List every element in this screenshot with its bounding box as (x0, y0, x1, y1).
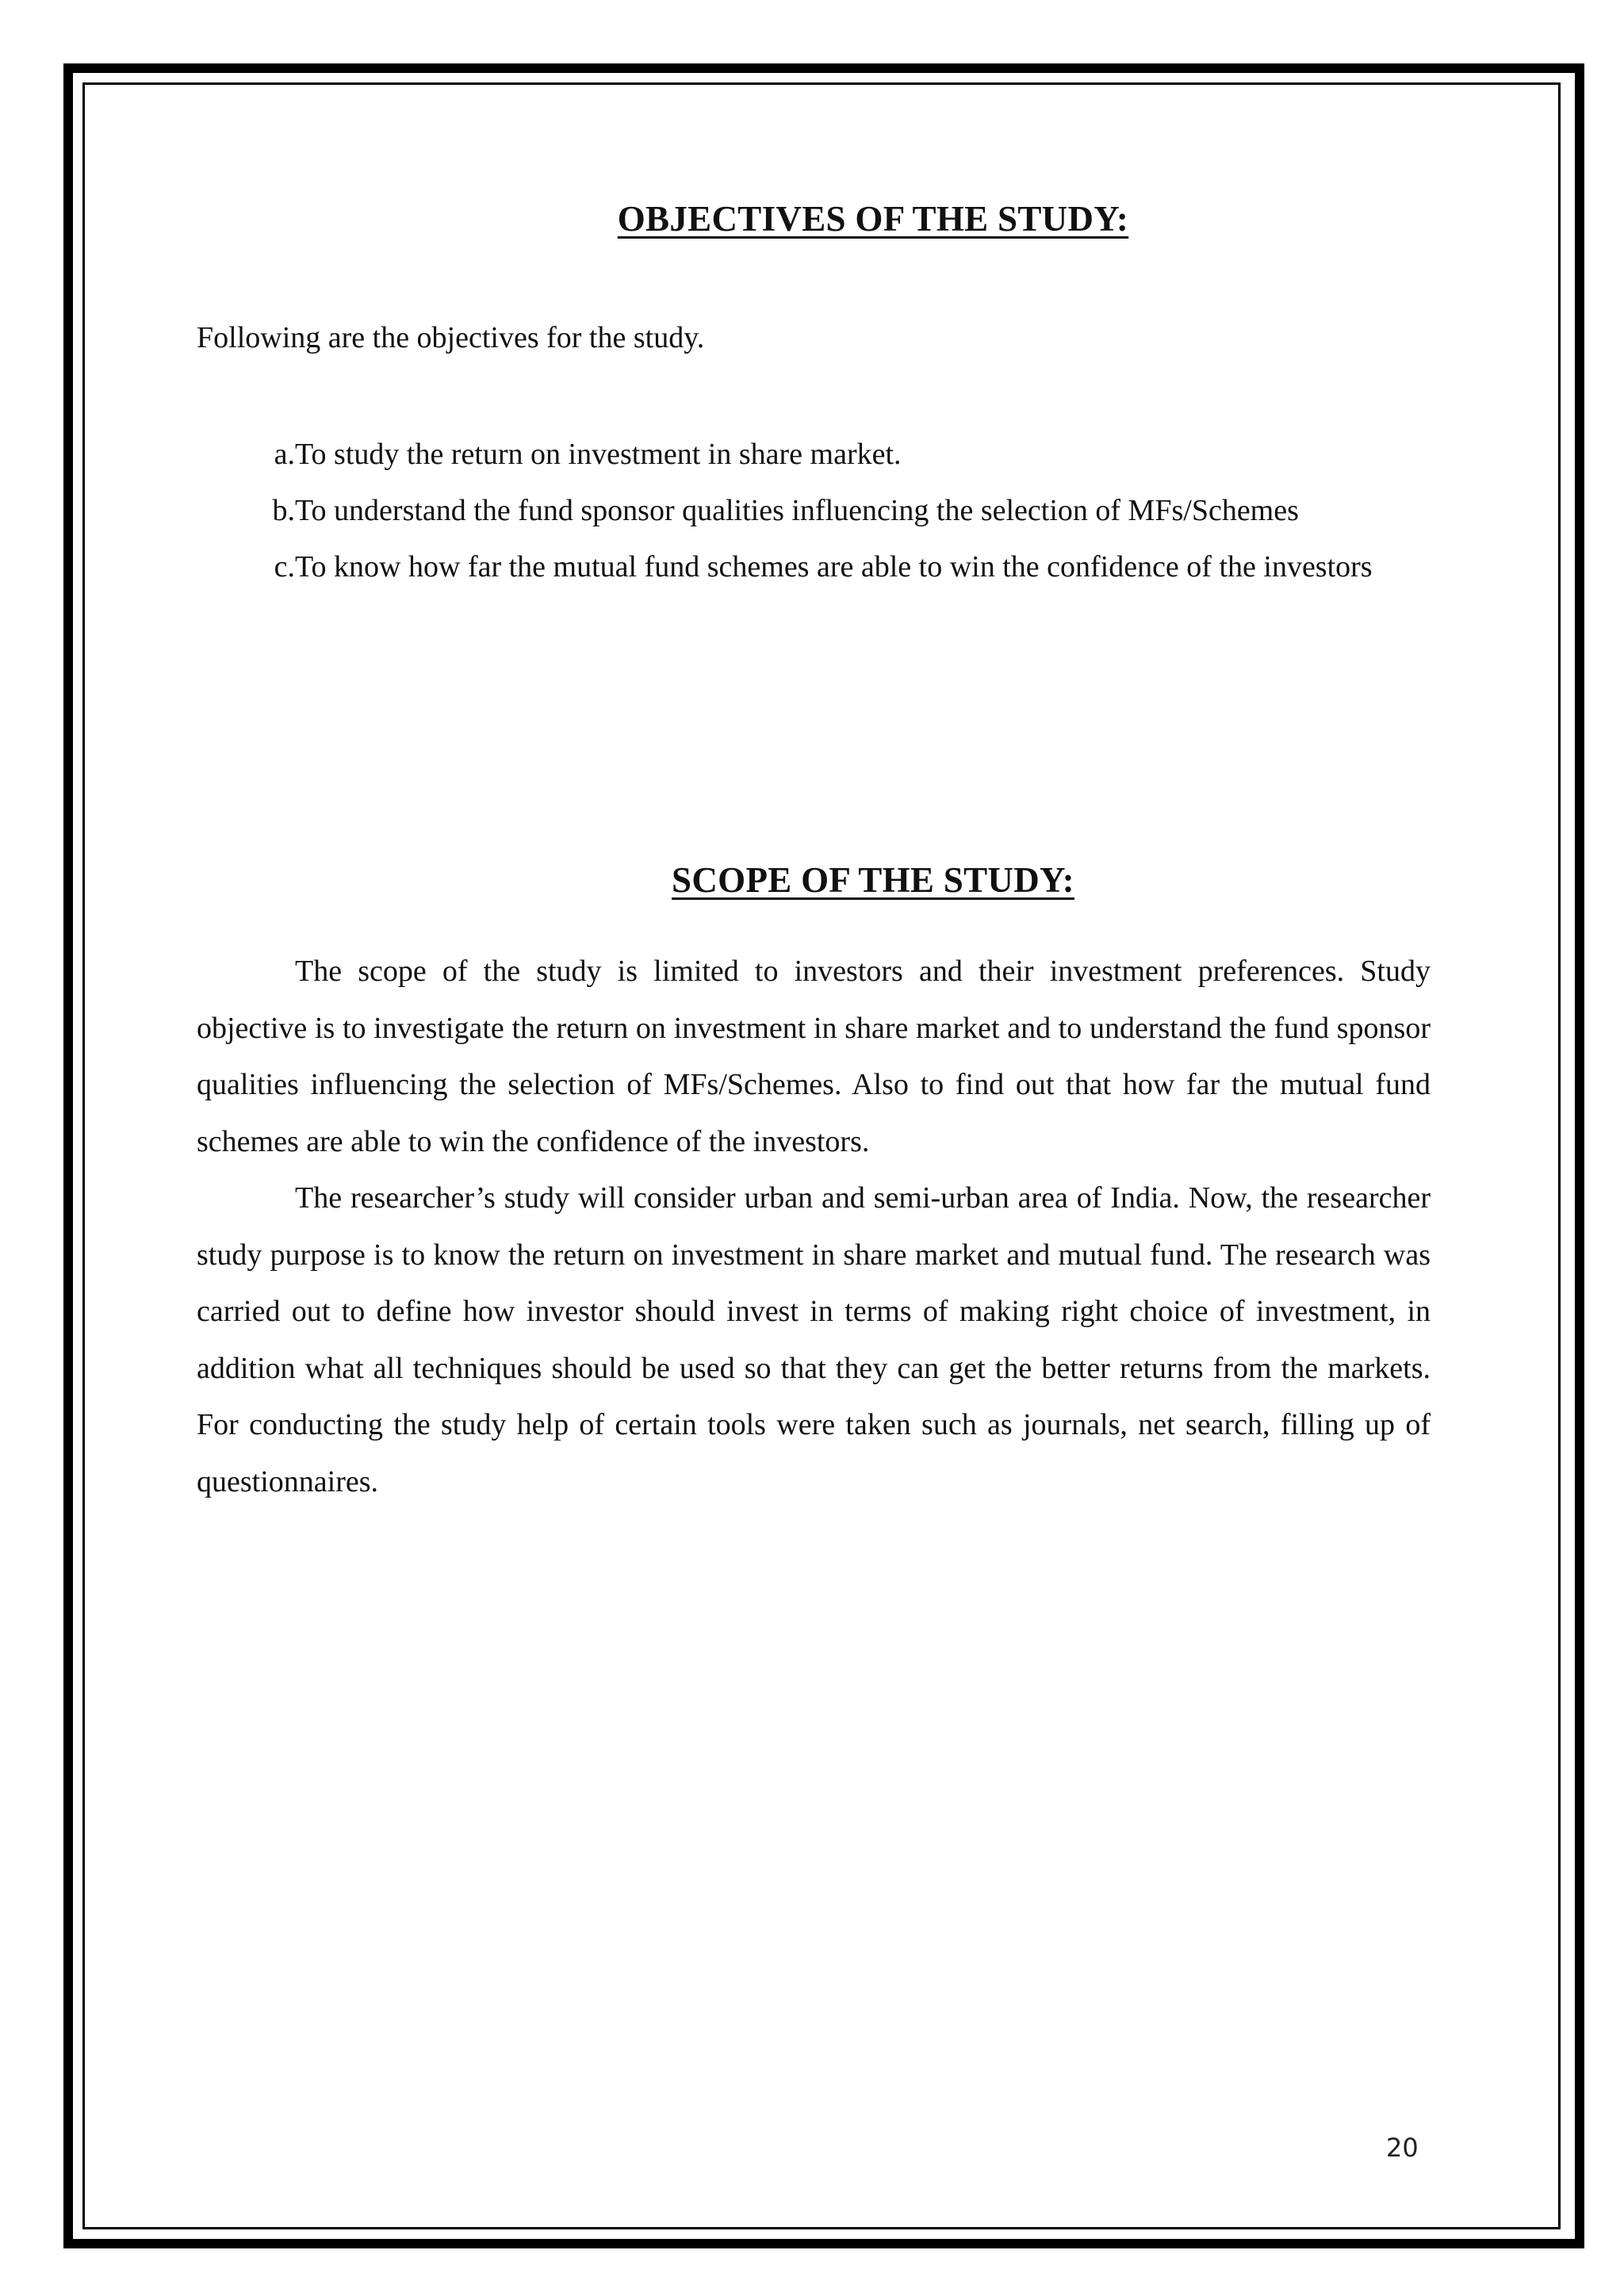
list-marker: b. (272, 494, 295, 527)
scope-heading: SCOPE OF THE STUDY: (672, 860, 1074, 900)
scope-paragraph-2: The researcher’s study will consider urban and semi-urban area of India. Now, the researcher study purpose is to know the return on investment in share market and mutual fund. The research was carried out to define how investor should invest in terms of making right choice of investment, in addition what all techniques should be used so that they can get the better returns from the markets. For conducting the study help of certain tools were taken such as journals, net search, filling up of questionnaires. (197, 1181, 1431, 1498)
list-marker: c. (274, 550, 295, 584)
objective-item-c (197, 539, 1431, 595)
objectives-heading: OBJECTIVES OF THE STUDY: (617, 199, 1129, 239)
objectives-list (197, 427, 1431, 595)
objective-text: To study the return on investment in share market. (295, 438, 902, 471)
objective-text: To understand the fund sponsor qualities influencing the selection of MFs/Schemes (295, 494, 1299, 527)
objectives-intro: Following are the objectives for the study. (197, 321, 705, 354)
page-number: 20 (1386, 2133, 1419, 2163)
scope-body (197, 943, 1431, 1510)
objective-text: To know how far the mutual fund schemes are able to win the confidence of the investors (295, 550, 1373, 584)
objective-item-a (197, 427, 1431, 483)
objective-item-b (197, 483, 1431, 539)
scope-paragraph-1: The scope of the study is limited to investors and their investment preferences. Study objective is to investigate the return on investment in share market and to understand the fund sponsor qualities influencing the selection of MFs/Schemes. Also to find out that how far the mutual fund schemes are able to win the confidence of the investors. (197, 955, 1431, 1158)
list-marker: a. (274, 438, 295, 471)
